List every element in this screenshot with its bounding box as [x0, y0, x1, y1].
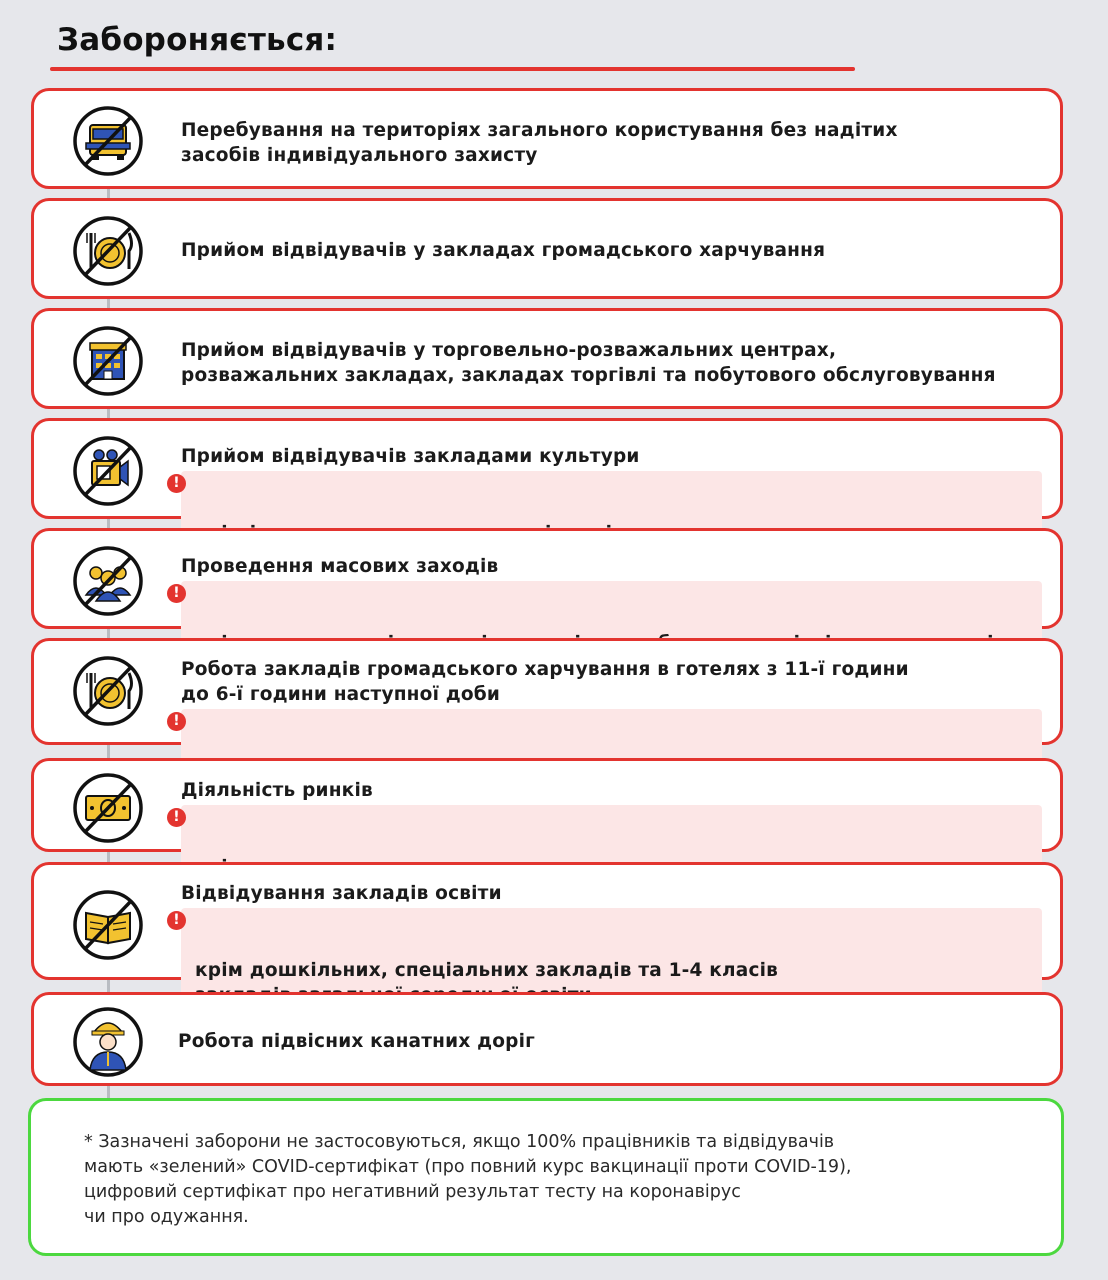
exception-text: крім дошкільних, спеціальних закладів та 1-4 класів	[195, 960, 779, 981]
plate-cutlery-icon	[72, 655, 144, 727]
restriction-card	[31, 638, 1063, 745]
warning-icon: !	[167, 911, 186, 930]
restriction-card	[31, 528, 1063, 629]
plate-cutlery-icon	[72, 215, 144, 287]
restriction-card	[31, 418, 1063, 519]
restriction-text: Відвідування закладів освіти	[181, 883, 502, 904]
restriction-card	[31, 758, 1063, 852]
cable-car-worker-icon	[72, 1006, 144, 1078]
title-underline	[50, 67, 855, 71]
bus-icon	[72, 105, 144, 177]
money-icon	[72, 772, 144, 844]
restriction-text: Робота закладів громадського харчування в готелях з 11-ї години до 6-ї години наступної доби	[181, 659, 909, 705]
restriction-text: Діяльність ринків	[181, 780, 373, 801]
page-title: Забороняється:	[57, 22, 338, 58]
shopping-mall-icon	[72, 325, 144, 397]
crowd-icon	[72, 545, 144, 617]
restriction-card	[31, 992, 1063, 1086]
restriction-text: Прийом відвідувачів у торговельно-розважальних центрах, розважальних закладах, закладах торгівлі та побутового обслуговування	[181, 340, 996, 386]
warning-icon: !	[167, 712, 186, 731]
restriction-text: Робота підвісних канатних доріг	[178, 1031, 535, 1052]
restriction-text: Прийом відвідувачів закладами культури	[181, 446, 640, 467]
restriction-text: Проведення масових заходів	[181, 556, 499, 577]
restriction-text: Прийом відвідувачів у закладах громадського харчування	[181, 240, 826, 261]
warning-icon: !	[167, 584, 186, 603]
warning-icon: !	[167, 808, 186, 827]
film-camera-icon	[72, 435, 144, 507]
restriction-card	[31, 88, 1063, 189]
warning-icon: !	[167, 474, 186, 493]
footnote-text: * Зазначені заборони не застосовуються, якщо 100% працівників та відвідувачів мають «зелений» COVID-сертифікат (про повний курс вакцинації проти COVID-19), цифровий сертифікат про негативний результат тесту на коронавірус чи про одужання.	[84, 1132, 852, 1227]
footnote-card	[28, 1098, 1064, 1256]
restriction-card	[31, 308, 1063, 409]
restriction-card	[31, 198, 1063, 299]
restriction-text: Перебування на територіях загального користування без надітих засобів індивідуального захисту	[181, 120, 898, 166]
book-icon	[72, 889, 144, 961]
restriction-card	[31, 862, 1063, 980]
